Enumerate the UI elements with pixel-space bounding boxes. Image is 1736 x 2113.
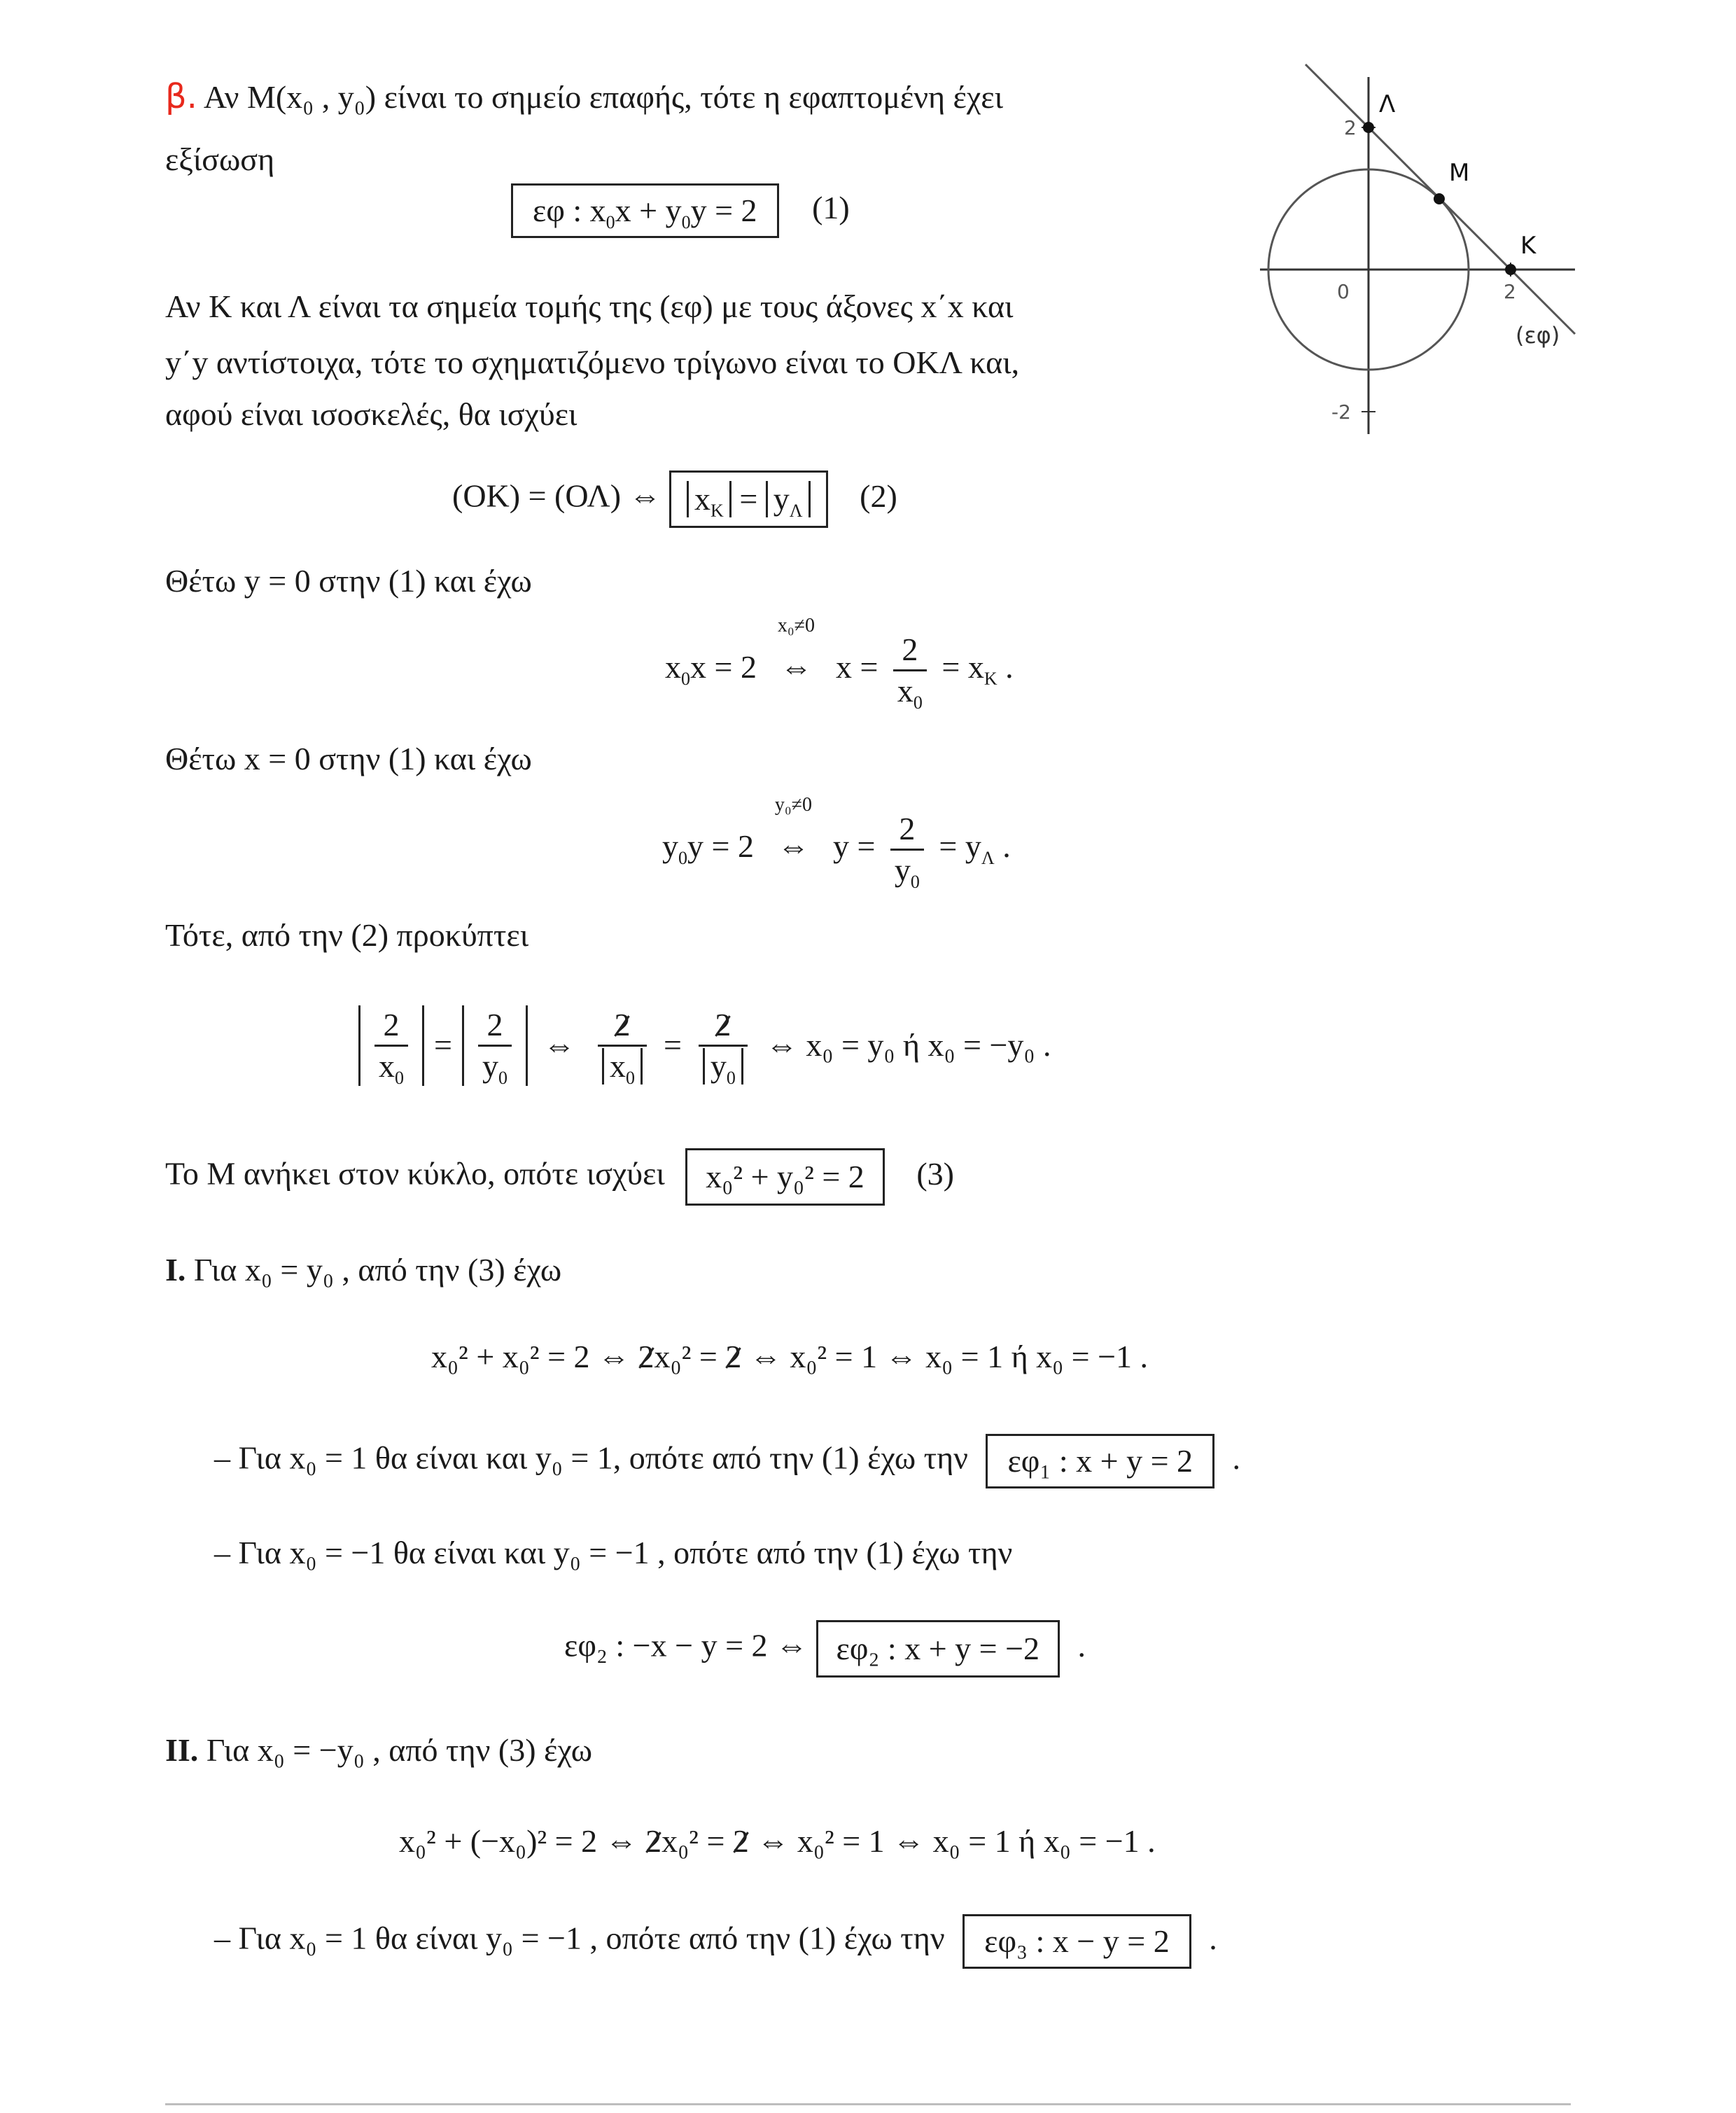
case-ii-b1-box: εφ₃ : x − y = 2 xyxy=(962,1914,1191,1969)
eqx-dot: . xyxy=(1005,649,1014,685)
frac-strike-y xyxy=(699,1005,748,1086)
eqy-dot: . xyxy=(1002,828,1011,865)
eq2-lhs: (ΟΚ) = (ΟΛ) ⇔ xyxy=(452,477,662,514)
case-i-b2-equation xyxy=(564,1620,1086,1678)
xk-equation xyxy=(665,615,1014,713)
frac-2-x xyxy=(374,1005,408,1086)
case-ii-equation xyxy=(399,1820,1156,1862)
yl-equation xyxy=(662,794,1011,892)
eqy-end: = y xyxy=(939,828,981,865)
abs-equation xyxy=(358,993,1051,1098)
frac4-den-sub: 0 xyxy=(726,1067,736,1088)
xk-sub: Κ xyxy=(710,501,724,521)
yl: y xyxy=(773,481,790,517)
abs-yl xyxy=(766,481,811,521)
case-i-eq-c: ⇔ x₀² = 1 ⇔ x₀ = 1 ή x₀ = −1 . xyxy=(741,1339,1149,1374)
abs-xk xyxy=(687,481,732,521)
eqx-sub: 0 xyxy=(681,669,690,690)
case-ii-strike-1: 2 xyxy=(645,1820,662,1862)
case-i-text: Για x₀ = y₀ , από την (3) έχω xyxy=(193,1252,562,1288)
isosceles-equation xyxy=(452,470,897,528)
circle-text: Το Μ ανήκει στον κύκλο, οπότε ισχύει xyxy=(165,1155,665,1192)
frac1-den xyxy=(374,1045,408,1086)
eq1-sub: 0 xyxy=(606,212,615,232)
beta-line xyxy=(165,76,1003,118)
eqy-end-sub: Λ xyxy=(981,848,995,869)
eqy-den-sub: 0 xyxy=(910,872,920,892)
frac1-den-x: x xyxy=(379,1047,395,1084)
case-i-b2-dot: . xyxy=(1077,1627,1086,1664)
tangent-equation-box xyxy=(511,183,779,238)
abs-tail: ⇔ x₀ = y₀ ή x₀ = −y₀ . xyxy=(765,1027,1051,1063)
eqy-lhs: y xyxy=(662,828,678,865)
eqy-num: 2 xyxy=(899,811,916,846)
case-i-bullet-1 xyxy=(214,1434,1240,1488)
case-i-eq-b: x₀² = xyxy=(654,1339,726,1374)
case-i-strike-1: 2 xyxy=(638,1336,654,1378)
circle-condition xyxy=(165,1148,954,1206)
frac4-abs xyxy=(703,1047,743,1088)
frac3-abs xyxy=(602,1047,643,1088)
label-m: Μ xyxy=(1449,159,1470,187)
set-y-zero: Θέτω y = 0 στην (1) και έχω xyxy=(165,563,532,599)
eqx-end: = x xyxy=(941,649,984,685)
case-i-b2-box: εφ₂ : x + y = −2 xyxy=(816,1620,1060,1678)
beta-label: β. xyxy=(165,77,197,116)
label-yneg2: -2 xyxy=(1331,400,1351,424)
paragraph-line-2: y΄y αντίστοιχα, τότε το σχηματιζόμενο τρίγωνο είναι το ΟΚΛ και, xyxy=(165,344,1020,380)
paragraph-line-3: αφού είναι ισοσκελές, θα ισχύει xyxy=(165,396,578,432)
label-k: Κ xyxy=(1520,232,1536,260)
case-ii-strike-2: 2 xyxy=(733,1820,749,1862)
eqx-lhs: x xyxy=(665,649,681,685)
eq1-tag: (1) xyxy=(812,189,850,225)
yl-sub: Λ xyxy=(789,501,803,521)
set-x-zero: Θέτω x = 0 στην (1) και έχω xyxy=(165,741,532,776)
frac2-num: 2 xyxy=(486,1006,503,1042)
eqx-lhs2: x = 2 xyxy=(690,649,757,685)
eqy-arrow-glyph: ⇔ xyxy=(777,828,810,865)
then-line: Τότε, από την (2) προκύπτει xyxy=(165,917,529,953)
abs-eq-1: = xyxy=(434,1027,452,1063)
eq1-mid: x + y xyxy=(615,193,682,228)
eqx-end-sub: Κ xyxy=(983,669,997,690)
abs-frac-y xyxy=(462,1005,528,1086)
eq2-equals: = xyxy=(739,481,758,517)
frac1-num: 2 xyxy=(383,1006,400,1042)
case-i-strike-2: 2 xyxy=(725,1336,741,1378)
case-i-bullet-2: – Για x₀ = −1 θα είναι και y₀ = −1 , οπότε από την (1) έχω την xyxy=(214,1535,1013,1570)
label-origin: 0 xyxy=(1337,280,1350,303)
abs-frac-x xyxy=(358,1005,424,1086)
tangent-equation xyxy=(511,183,850,238)
case-ii-eq-b: x₀² = xyxy=(662,1823,733,1859)
circle-tag: (3) xyxy=(916,1155,954,1192)
eqy-den xyxy=(890,849,924,890)
abs-iff-1: ⇔ xyxy=(542,1027,575,1063)
eq2-tag: (2) xyxy=(860,477,897,514)
case-i-b2-eq: εφ₂ : −x − y = 2 ⇔ xyxy=(564,1627,808,1664)
circle-box: x₀² + y₀² = 2 xyxy=(685,1148,885,1206)
eqx-fraction xyxy=(893,630,927,711)
frac3-den xyxy=(598,1045,647,1086)
eqx-den-sub: 0 xyxy=(913,692,923,713)
eqx-den xyxy=(893,669,927,711)
label-x2: 2 xyxy=(1504,280,1516,303)
case-ii-heading xyxy=(165,1729,592,1771)
case-i-b1-box: εφ₁ : x + y = 2 xyxy=(986,1434,1214,1488)
case-ii-eq-c: ⇔ x₀² = 1 ⇔ x₀ = 1 ή x₀ = −1 . xyxy=(748,1823,1156,1859)
isosceles-box xyxy=(669,470,828,528)
frac-strike-x xyxy=(598,1005,647,1086)
frac2-den xyxy=(478,1045,512,1086)
eqx-arrow xyxy=(777,615,816,688)
frac1-den-sub: 0 xyxy=(395,1067,404,1088)
label-y2: 2 xyxy=(1344,116,1357,139)
frac4-den xyxy=(699,1045,748,1086)
frac2-den-y: y xyxy=(482,1047,498,1084)
frac3-num: 2 xyxy=(614,1005,630,1045)
case-i-equation xyxy=(431,1336,1148,1378)
eqy-condition: y₀≠0 xyxy=(774,794,813,816)
frac4-num: 2 xyxy=(715,1005,731,1045)
eq1-lhs: εφ : x xyxy=(533,193,606,228)
beta-text: Αν Μ(x₀ , y₀) είναι το σημείο επαφής, τότε η εφαπτομένη έχει xyxy=(203,79,1003,115)
bottom-rule xyxy=(165,2103,1571,2105)
paragraph-line-1: Αν Κ και Λ είναι τα σημεία τομής της (εφ) με τους άξονες x΄x και xyxy=(165,288,1014,324)
abs-eq-2: = xyxy=(663,1027,682,1063)
case-i-b1-text: – Για x₀ = 1 θα είναι και y₀ = 1, οπότε από την (1) έχω την xyxy=(214,1439,968,1476)
label-tangent: (εφ) xyxy=(1516,322,1560,349)
point-k xyxy=(1505,264,1516,275)
frac2-den-sub: 0 xyxy=(498,1067,507,1088)
eqy-lhs2: y = 2 xyxy=(687,828,754,865)
case-i-eq-a: x₀² + x₀² = 2 ⇔ xyxy=(431,1339,638,1374)
eqx-condition: x₀≠0 xyxy=(777,615,816,637)
case-ii-text: Για x₀ = −y₀ , από την (3) έχω xyxy=(206,1732,593,1768)
frac3-den-x: x xyxy=(609,1047,626,1084)
eqy-sub: 0 xyxy=(678,848,687,869)
case-i-b1-dot: . xyxy=(1232,1439,1241,1476)
xk: x xyxy=(694,481,711,517)
frac4-den-y: y xyxy=(710,1047,727,1084)
case-ii-label: ΙΙ. xyxy=(165,1732,199,1768)
case-ii-bullet-1 xyxy=(214,1914,1217,1969)
eqx-num: 2 xyxy=(902,632,918,667)
eq1-end: y = 2 xyxy=(690,193,757,228)
circle-tangent-figure xyxy=(1246,56,1582,448)
frac-2-y xyxy=(478,1005,512,1086)
eq1-sub2: 0 xyxy=(681,212,691,232)
case-ii-b1-dot: . xyxy=(1209,1920,1217,1956)
case-ii-b1-text: – Για x₀ = 1 θα είναι y₀ = −1 , οπότε από την (1) έχω την xyxy=(214,1920,945,1956)
eqx-mid: x = xyxy=(835,649,878,685)
label-lambda: Λ xyxy=(1379,90,1396,118)
frac3-den-sub: 0 xyxy=(625,1067,635,1088)
equation-word: εξίσωση xyxy=(165,141,275,177)
eqy-arrow xyxy=(774,794,813,867)
case-i-label: Ι. xyxy=(165,1252,186,1288)
eqy-mid: y = xyxy=(832,828,876,865)
eqx-den-x: x xyxy=(897,673,913,709)
case-ii-eq-a: x₀² + (−x₀)² = 2 ⇔ xyxy=(399,1823,646,1859)
point-m xyxy=(1434,193,1445,204)
point-lambda xyxy=(1363,122,1374,133)
case-i-heading xyxy=(165,1249,561,1291)
eqy-den-y: y xyxy=(894,852,911,888)
eqy-fraction xyxy=(890,809,924,890)
eqx-arrow-glyph: ⇔ xyxy=(780,649,813,685)
